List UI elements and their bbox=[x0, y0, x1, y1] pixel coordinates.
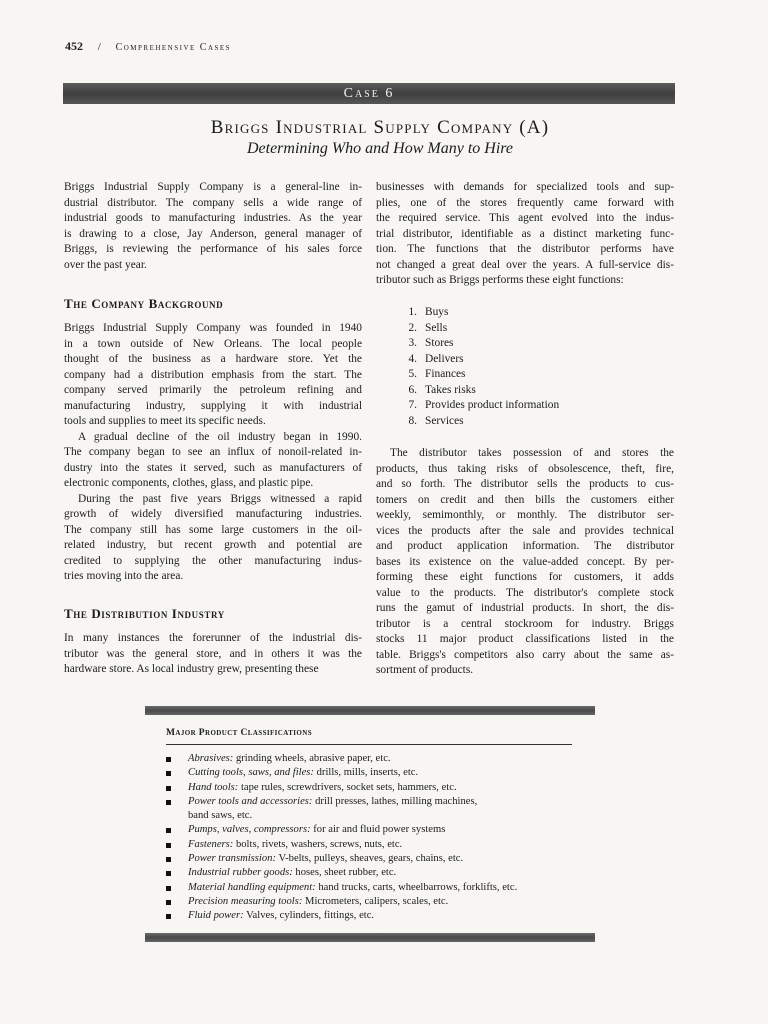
paragraph bbox=[64, 430, 362, 492]
classification-item bbox=[166, 866, 517, 880]
bullet-icon bbox=[166, 757, 171, 762]
classification-category: Fluid power: bbox=[188, 910, 244, 922]
classification-detail: hoses, sheet rubber, etc. bbox=[292, 867, 397, 879]
text-line: company had a distribution emphasis from the start. The bbox=[64, 368, 362, 381]
bullet-icon bbox=[166, 900, 171, 905]
function-item bbox=[395, 352, 559, 368]
classification-category: Hand tools: bbox=[188, 781, 239, 793]
text-line: value to the products. The distributor's complete stock bbox=[376, 586, 674, 599]
classification-detail: drills, mills, inserts, etc. bbox=[313, 767, 419, 779]
classification-item bbox=[166, 795, 517, 824]
text-line: thought of the business as a hardware store. Yet the bbox=[64, 353, 362, 365]
classification-detail: grinding wheels, abrasive paper, etc. bbox=[233, 753, 391, 764]
text-line: the required service. This agent evolved into the indus- bbox=[376, 212, 674, 224]
text-line: tries moving into the area. bbox=[64, 570, 184, 582]
bullet-icon bbox=[166, 786, 171, 791]
function-item bbox=[395, 398, 559, 414]
classification-detail: Valves, cylinders, fittings, etc. bbox=[243, 910, 375, 922]
table-top-rule bbox=[145, 706, 595, 715]
bullet-icon bbox=[166, 871, 171, 876]
bullet-icon bbox=[166, 771, 171, 776]
classification-item bbox=[166, 852, 517, 866]
bullet-icon bbox=[166, 828, 171, 833]
function-item bbox=[395, 383, 559, 399]
table-title-underline bbox=[166, 744, 572, 745]
bullet-icon bbox=[166, 843, 171, 848]
classification-category: Pumps, valves, compressors: bbox=[188, 824, 311, 836]
right-column-top bbox=[376, 180, 674, 289]
text-line: company served primarily the petroleum refining and bbox=[64, 384, 362, 396]
case-title: Briggs Industrial Supply Company (A) bbox=[210, 117, 550, 138]
text-line: tion. The functions that the distributor performs have bbox=[376, 243, 674, 255]
function-number: 2. bbox=[408, 321, 417, 334]
intro-paragraph bbox=[64, 180, 362, 273]
functions-list bbox=[395, 305, 559, 429]
classification-category: Material handling equipment: bbox=[188, 881, 316, 893]
case-subtitle: Determining Who and How Many to Hire bbox=[246, 140, 514, 157]
text-line: products, thus taking risks of obsolescence, theft, fire, bbox=[376, 462, 674, 475]
function-label: Stores bbox=[425, 337, 454, 349]
text-line: plies, one of the stores frequently came forward with bbox=[376, 196, 674, 209]
left-column bbox=[64, 180, 362, 273]
classification-detail: V-belts, pulleys, sheaves, gears, chains, etc. bbox=[276, 853, 464, 865]
text-line: manufacturing industry, supplying it with industrial bbox=[64, 399, 362, 412]
classification-item bbox=[166, 823, 517, 837]
classification-category: Power tools and accessories: bbox=[188, 795, 313, 807]
classification-detail-continued: band saws, etc. bbox=[188, 810, 253, 822]
classification-category: Power transmission: bbox=[188, 853, 276, 865]
classification-detail: bolts, rivets, washers, screws, nuts, etc. bbox=[233, 838, 403, 850]
classification-item bbox=[166, 752, 517, 766]
paragraph bbox=[376, 446, 674, 679]
paragraph bbox=[64, 321, 362, 430]
text-line: bases its existence on the value-added concept. By per- bbox=[376, 555, 674, 568]
text-line: in a town outside of New Orleans. The local people bbox=[64, 337, 362, 350]
text-line: tributor is a central stockroom for industry. Briggs bbox=[376, 617, 674, 630]
text-line: and product application information. The distributor bbox=[376, 540, 674, 552]
function-label: Buys bbox=[425, 306, 449, 318]
text-line: dustrial distributor. The company sells a wide range of bbox=[64, 196, 362, 209]
text-line: tools and supplies to meet its specific needs. bbox=[64, 415, 266, 427]
page-number: 452 bbox=[65, 39, 83, 53]
function-number: 3. bbox=[408, 337, 417, 349]
section-heading-company-background: The Company Background bbox=[64, 296, 224, 311]
product-classification-list bbox=[166, 752, 517, 924]
function-label: Provides product information bbox=[425, 399, 560, 411]
text-line: not changed a great deal over the years. A full-service dis- bbox=[376, 258, 674, 271]
classification-item bbox=[166, 781, 517, 795]
classification-item bbox=[166, 838, 517, 852]
header-separator: / bbox=[97, 41, 101, 53]
paragraph bbox=[64, 631, 362, 678]
classification-category: Abrasives: bbox=[188, 753, 234, 764]
classification-item bbox=[166, 909, 517, 923]
text-line: weekly, semimonthly, or monthly. The distributor ser- bbox=[376, 509, 674, 521]
paragraph bbox=[64, 492, 362, 585]
text-line: credited to supplying the other manufacturing indus- bbox=[64, 554, 362, 567]
text-line: tributor such as Briggs performs these eight functions: bbox=[376, 274, 624, 286]
classification-item bbox=[166, 766, 517, 780]
function-number: 6. bbox=[408, 383, 417, 396]
classification-detail: for air and fluid power systems bbox=[310, 824, 446, 836]
text-line: Briggs, is reviewing the performance of his sales force bbox=[64, 243, 362, 255]
text-line: industrial goods to manufacturing industries. As the year bbox=[64, 212, 362, 224]
function-item bbox=[395, 336, 559, 352]
classification-item bbox=[166, 895, 517, 909]
classification-detail: drill presses, lathes, milling machines, bbox=[312, 795, 478, 807]
classification-category: Fasteners: bbox=[188, 838, 234, 850]
case-banner: Case 6 bbox=[63, 83, 675, 104]
function-label: Sells bbox=[425, 321, 448, 334]
function-label: Finances bbox=[425, 368, 466, 380]
text-line: businesses with demands for specialized tools and sup- bbox=[376, 181, 674, 193]
function-label: Services bbox=[425, 414, 464, 427]
classification-detail: tape rules, screwdrivers, socket sets, hammers, etc. bbox=[238, 781, 457, 793]
table-bottom-rule bbox=[145, 933, 595, 942]
bullet-icon bbox=[166, 800, 171, 805]
text-line: trial distributor, identifiable as a distinct marketing func- bbox=[376, 227, 674, 240]
text-line: dustry into the states it served, such as manufacturers of bbox=[64, 461, 362, 474]
text-line: sortment of products. bbox=[376, 664, 474, 676]
text-line: During the past five years Briggs witnessed a rapid bbox=[78, 492, 362, 505]
function-item bbox=[395, 367, 559, 383]
text-line: In many instances the forerunner of the industrial dis- bbox=[64, 632, 362, 644]
function-label: Delivers bbox=[425, 352, 464, 365]
function-number: 1. bbox=[408, 306, 417, 318]
function-number: 4. bbox=[408, 352, 417, 365]
text-line: vices the products after the sale and provides technical bbox=[376, 524, 674, 537]
bullet-icon bbox=[166, 914, 171, 919]
classification-detail: hand trucks, carts, wheelbarrows, forklifts, etc. bbox=[315, 881, 518, 893]
bullet-icon bbox=[166, 886, 171, 891]
text-line: is drawing to a close, Jay Anderson, general manager of bbox=[64, 227, 362, 240]
function-item bbox=[395, 321, 559, 337]
section-heading-distribution-industry: The Distribution Industry bbox=[64, 606, 225, 621]
running-title: Comprehensive Cases bbox=[115, 42, 232, 53]
text-line: Briggs Industrial Supply Company was founded in 1940 bbox=[64, 322, 362, 334]
function-number: 7. bbox=[408, 399, 417, 411]
text-line: A gradual decline of the oil industry began in 1990. bbox=[78, 430, 362, 443]
function-item bbox=[395, 414, 559, 430]
function-number: 5. bbox=[408, 368, 417, 380]
classification-detail: Micrometers, calipers, scales, etc. bbox=[302, 895, 449, 907]
text-line: over the past year. bbox=[64, 258, 147, 271]
function-number: 8. bbox=[408, 414, 417, 427]
text-line: Briggs Industrial Supply Company is a general-line in- bbox=[64, 181, 362, 193]
company-background-text bbox=[64, 321, 362, 585]
text-line: and so forth. The distributor sells the products to cus- bbox=[376, 478, 674, 490]
text-line: tomers on credit and then bills the customers either bbox=[376, 493, 674, 506]
text-line: related industry, but recent growth and potential are bbox=[64, 539, 362, 551]
classification-item bbox=[166, 881, 517, 895]
page-header bbox=[65, 39, 231, 54]
classification-category: Cutting tools, saws, and files: bbox=[188, 767, 314, 779]
distribution-industry-text bbox=[64, 631, 362, 678]
bullet-icon bbox=[166, 857, 171, 862]
table-title: Major Product Classifications bbox=[166, 728, 312, 738]
paragraph bbox=[376, 180, 674, 289]
text-line: growth of widely diversified manufacturing industries. bbox=[64, 508, 362, 520]
text-line: tributor was the general store, and in others it was the bbox=[64, 647, 362, 660]
text-line: table. Briggs's competitors also carry about the same as- bbox=[376, 648, 674, 661]
classification-category: Precision measuring tools: bbox=[188, 895, 303, 907]
text-line: The company still has some large customers in the oil- bbox=[64, 523, 362, 536]
text-line: electronic components, clothes, glass, and plastic pipe. bbox=[64, 477, 314, 489]
text-line: The distributor takes possession of and stores the bbox=[390, 447, 674, 459]
text-line: forming these eight functions for customers, it adds bbox=[376, 571, 674, 583]
text-line: stocks 11 major product classifications listed in the bbox=[376, 633, 674, 645]
text-line: hardware store. As local industry grew, presenting these bbox=[64, 663, 319, 675]
classification-category: Industrial rubber goods: bbox=[188, 867, 293, 879]
function-item bbox=[395, 305, 559, 321]
text-line: The company began to see an influx of nonoil-related in- bbox=[64, 446, 362, 458]
right-column-bottom bbox=[376, 446, 674, 679]
function-label: Takes risks bbox=[425, 383, 476, 396]
text-line: runs the gamut of industrial products. In short, the dis- bbox=[376, 602, 674, 614]
